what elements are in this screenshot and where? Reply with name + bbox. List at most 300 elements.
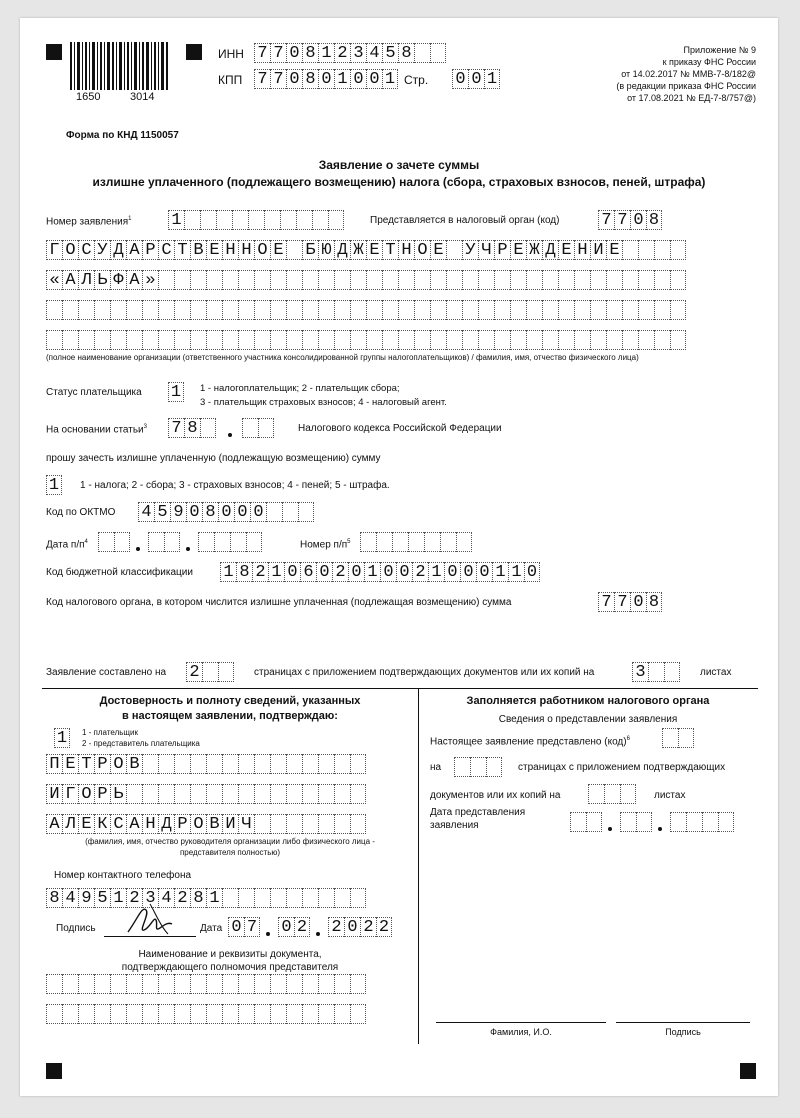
char-cell[interactable] (334, 754, 350, 774)
char-cell[interactable]: 0 (460, 562, 476, 582)
char-cell[interactable] (158, 754, 174, 774)
char-cell[interactable]: Ж (526, 240, 542, 260)
char-cell[interactable] (636, 812, 652, 832)
char-cell[interactable] (574, 270, 590, 290)
attach-pages-cells[interactable] (632, 662, 680, 682)
char-cell[interactable] (222, 784, 238, 804)
char-cell[interactable] (254, 784, 270, 804)
char-cell[interactable]: 3 (350, 43, 366, 63)
char-cell[interactable]: А (126, 270, 142, 290)
char-cell[interactable]: 0 (186, 502, 202, 522)
char-cell[interactable]: Г (46, 240, 62, 260)
char-cell[interactable] (286, 814, 302, 834)
char-cell[interactable] (510, 300, 526, 320)
char-cell[interactable] (126, 1004, 142, 1024)
char-cell[interactable]: 7 (614, 592, 630, 612)
char-cell[interactable] (286, 300, 302, 320)
char-cell[interactable] (334, 814, 350, 834)
char-cell[interactable]: 0 (286, 43, 302, 63)
char-cell[interactable] (638, 240, 654, 260)
char-cell[interactable]: И (46, 784, 62, 804)
char-cell[interactable]: 8 (184, 418, 200, 438)
char-cell[interactable]: Ч (238, 814, 254, 834)
char-cell[interactable] (254, 888, 270, 908)
char-cell[interactable] (190, 974, 206, 994)
char-cell[interactable] (622, 330, 638, 350)
char-cell[interactable]: Н (222, 240, 238, 260)
char-cell[interactable] (46, 1004, 62, 1024)
char-cell[interactable] (478, 330, 494, 350)
char-cell[interactable]: « (46, 270, 62, 290)
char-cell[interactable]: Т (382, 240, 398, 260)
char-cell[interactable] (184, 210, 200, 230)
char-cell[interactable]: 1 (484, 69, 500, 89)
char-cell[interactable] (238, 1004, 254, 1024)
char-cell[interactable] (270, 330, 286, 350)
char-cell[interactable] (312, 210, 328, 230)
char-cell[interactable]: 7 (598, 592, 614, 612)
char-cell[interactable] (142, 784, 158, 804)
char-cell[interactable] (148, 532, 164, 552)
char-cell[interactable]: 1 (364, 562, 380, 582)
char-cell[interactable] (662, 728, 678, 748)
char-cell[interactable] (590, 330, 606, 350)
char-cell[interactable]: 4 (138, 502, 154, 522)
char-cell[interactable] (206, 754, 222, 774)
char-cell[interactable] (334, 974, 350, 994)
char-cell[interactable] (174, 754, 190, 774)
char-cell[interactable] (254, 814, 270, 834)
char-cell[interactable]: Ь (110, 784, 126, 804)
char-cell[interactable] (478, 270, 494, 290)
char-cell[interactable]: 6 (300, 562, 316, 582)
char-cell[interactable] (190, 1004, 206, 1024)
char-cell[interactable] (302, 754, 318, 774)
char-cell[interactable]: О (254, 240, 270, 260)
char-cell[interactable] (238, 754, 254, 774)
char-cell[interactable] (398, 330, 414, 350)
char-cell[interactable] (190, 754, 206, 774)
char-cell[interactable]: 2 (412, 562, 428, 582)
char-cell[interactable] (638, 300, 654, 320)
char-cell[interactable]: Н (398, 240, 414, 260)
char-cell[interactable] (286, 270, 302, 290)
char-cell[interactable] (238, 300, 254, 320)
char-cell[interactable] (542, 330, 558, 350)
char-cell[interactable] (270, 784, 286, 804)
char-cell[interactable] (334, 1004, 350, 1024)
page-cells[interactable] (452, 69, 500, 89)
char-cell[interactable] (302, 974, 318, 994)
submitted-code-cells[interactable] (662, 728, 694, 748)
char-cell[interactable] (158, 1004, 174, 1024)
char-cell[interactable] (158, 974, 174, 994)
char-cell[interactable]: 5 (382, 43, 398, 63)
char-cell[interactable]: 0 (366, 69, 382, 89)
org-name-row-4[interactable] (46, 330, 686, 350)
char-cell[interactable] (238, 974, 254, 994)
char-cell[interactable]: 0 (630, 210, 646, 230)
char-cell[interactable]: 0 (348, 562, 364, 582)
authority-code-cells[interactable] (598, 210, 662, 230)
char-cell[interactable] (318, 974, 334, 994)
char-cell[interactable] (510, 330, 526, 350)
char-cell[interactable] (78, 330, 94, 350)
char-cell[interactable]: Ь (94, 270, 110, 290)
application-number-cells[interactable] (168, 210, 344, 230)
char-cell[interactable] (258, 418, 274, 438)
char-cell[interactable] (350, 888, 366, 908)
char-cell[interactable] (222, 754, 238, 774)
signer-type-cell[interactable] (54, 728, 70, 748)
char-cell[interactable]: 0 (286, 69, 302, 89)
char-cell[interactable] (46, 300, 62, 320)
char-cell[interactable] (126, 300, 142, 320)
char-cell[interactable] (270, 888, 286, 908)
char-cell[interactable]: В (206, 814, 222, 834)
char-cell[interactable] (222, 974, 238, 994)
char-cell[interactable]: 0 (524, 562, 540, 582)
char-cell[interactable] (622, 300, 638, 320)
status-cell[interactable] (168, 382, 184, 402)
char-cell[interactable] (414, 43, 430, 63)
char-cell[interactable] (542, 270, 558, 290)
char-cell[interactable] (206, 270, 222, 290)
char-cell[interactable] (414, 270, 430, 290)
char-cell[interactable] (558, 270, 574, 290)
char-cell[interactable]: В (190, 240, 206, 260)
char-cell[interactable]: 1 (206, 888, 222, 908)
char-cell[interactable] (190, 330, 206, 350)
char-cell[interactable] (414, 300, 430, 320)
char-cell[interactable] (46, 974, 62, 994)
char-cell[interactable] (526, 330, 542, 350)
char-cell[interactable] (446, 300, 462, 320)
submission-month-cells[interactable] (620, 812, 652, 832)
char-cell[interactable] (302, 270, 318, 290)
char-cell[interactable]: К (94, 814, 110, 834)
char-cell[interactable] (142, 754, 158, 774)
char-cell[interactable] (702, 812, 718, 832)
char-cell[interactable] (286, 240, 302, 260)
char-cell[interactable] (222, 300, 238, 320)
char-cell[interactable]: » (142, 270, 158, 290)
char-cell[interactable]: Е (62, 754, 78, 774)
char-cell[interactable] (190, 784, 206, 804)
char-cell[interactable] (254, 330, 270, 350)
date-day-cells[interactable] (228, 917, 260, 937)
authority-paid-cells[interactable] (598, 592, 662, 612)
char-cell[interactable] (270, 814, 286, 834)
org-name-row-3[interactable] (46, 300, 686, 320)
char-cell[interactable] (590, 300, 606, 320)
char-cell[interactable]: 1 (110, 888, 126, 908)
char-cell[interactable] (670, 270, 686, 290)
char-cell[interactable] (202, 662, 218, 682)
char-cell[interactable]: 8 (646, 592, 662, 612)
char-cell[interactable] (392, 532, 408, 552)
char-cell[interactable]: Р (494, 240, 510, 260)
char-cell[interactable] (408, 532, 424, 552)
char-cell[interactable] (126, 784, 142, 804)
char-cell[interactable]: 5 (94, 888, 110, 908)
char-cell[interactable] (424, 532, 440, 552)
char-cell[interactable] (206, 784, 222, 804)
char-cell[interactable] (216, 210, 232, 230)
char-cell[interactable]: 2 (174, 888, 190, 908)
char-cell[interactable] (494, 270, 510, 290)
char-cell[interactable] (158, 784, 174, 804)
char-cell[interactable] (286, 784, 302, 804)
char-cell[interactable]: 1 (492, 562, 508, 582)
char-cell[interactable]: Ю (318, 240, 334, 260)
char-cell[interactable] (286, 330, 302, 350)
char-cell[interactable] (62, 330, 78, 350)
char-cell[interactable] (110, 974, 126, 994)
char-cell[interactable]: С (158, 240, 174, 260)
date-pp-day-cells[interactable] (98, 532, 130, 552)
char-cell[interactable]: 8 (302, 69, 318, 89)
char-cell[interactable] (318, 784, 334, 804)
char-cell[interactable]: В (126, 754, 142, 774)
char-cell[interactable] (376, 532, 392, 552)
char-cell[interactable]: 1 (54, 728, 70, 748)
date-pp-year-cells[interactable] (198, 532, 262, 552)
char-cell[interactable] (574, 330, 590, 350)
char-cell[interactable] (282, 502, 298, 522)
char-cell[interactable] (456, 532, 472, 552)
char-cell[interactable]: 1 (334, 69, 350, 89)
char-cell[interactable]: 1 (168, 382, 184, 402)
article-sub-cells[interactable] (242, 418, 274, 438)
patronymic-cells[interactable] (46, 814, 366, 834)
char-cell[interactable] (200, 210, 216, 230)
last-name-cells[interactable] (46, 754, 366, 774)
char-cell[interactable]: 8 (46, 888, 62, 908)
char-cell[interactable] (446, 270, 462, 290)
char-cell[interactable]: 7 (270, 69, 286, 89)
date-pp-month-cells[interactable] (148, 532, 180, 552)
char-cell[interactable] (350, 814, 366, 834)
char-cell[interactable] (174, 300, 190, 320)
char-cell[interactable] (620, 784, 636, 804)
char-cell[interactable]: Р (174, 814, 190, 834)
char-cell[interactable] (270, 300, 286, 320)
char-cell[interactable]: 5 (154, 502, 170, 522)
char-cell[interactable] (664, 662, 680, 682)
char-cell[interactable] (542, 300, 558, 320)
char-cell[interactable]: 2 (360, 917, 376, 937)
char-cell[interactable]: 9 (170, 502, 186, 522)
char-cell[interactable] (242, 418, 258, 438)
char-cell[interactable]: Е (510, 240, 526, 260)
char-cell[interactable]: 7 (270, 43, 286, 63)
char-cell[interactable] (78, 974, 94, 994)
inn-cells[interactable] (254, 43, 446, 63)
char-cell[interactable]: Л (62, 814, 78, 834)
char-cell[interactable] (270, 270, 286, 290)
char-cell[interactable] (142, 330, 158, 350)
char-cell[interactable] (558, 330, 574, 350)
char-cell[interactable]: Е (206, 240, 222, 260)
char-cell[interactable] (334, 270, 350, 290)
staff-sheets-cells[interactable] (588, 784, 636, 804)
char-cell[interactable]: 8 (398, 43, 414, 63)
char-cell[interactable] (670, 300, 686, 320)
char-cell[interactable] (670, 812, 686, 832)
char-cell[interactable] (206, 974, 222, 994)
number-pp-cells[interactable] (360, 532, 472, 552)
char-cell[interactable]: 0 (234, 502, 250, 522)
char-cell[interactable]: 1 (268, 562, 284, 582)
char-cell[interactable]: 4 (366, 43, 382, 63)
char-cell[interactable]: Т (174, 240, 190, 260)
date-month-cells[interactable] (278, 917, 310, 937)
char-cell[interactable] (620, 812, 636, 832)
char-cell[interactable] (654, 330, 670, 350)
char-cell[interactable]: Е (366, 240, 382, 260)
char-cell[interactable] (670, 240, 686, 260)
char-cell[interactable]: 0 (318, 69, 334, 89)
char-cell[interactable] (588, 784, 604, 804)
char-cell[interactable] (302, 1004, 318, 1024)
char-cell[interactable] (430, 270, 446, 290)
char-cell[interactable] (350, 1004, 366, 1024)
char-cell[interactable] (62, 1004, 78, 1024)
char-cell[interactable]: 0 (278, 917, 294, 937)
char-cell[interactable] (622, 240, 638, 260)
char-cell[interactable] (280, 210, 296, 230)
char-cell[interactable]: Б (302, 240, 318, 260)
char-cell[interactable] (366, 300, 382, 320)
char-cell[interactable]: 2 (186, 662, 202, 682)
char-cell[interactable] (430, 330, 446, 350)
org-name-row-1[interactable] (46, 240, 686, 260)
char-cell[interactable]: 0 (468, 69, 484, 89)
char-cell[interactable] (670, 330, 686, 350)
char-cell[interactable]: О (62, 240, 78, 260)
char-cell[interactable]: Д (334, 240, 350, 260)
char-cell[interactable] (222, 330, 238, 350)
char-cell[interactable]: 0 (344, 917, 360, 937)
char-cell[interactable] (78, 300, 94, 320)
char-cell[interactable]: О (190, 814, 206, 834)
char-cell[interactable] (494, 330, 510, 350)
doc-cells-row-1[interactable] (46, 974, 366, 994)
char-cell[interactable] (318, 814, 334, 834)
char-cell[interactable] (222, 1004, 238, 1024)
date-year-cells[interactable] (328, 917, 392, 937)
char-cell[interactable] (232, 210, 248, 230)
char-cell[interactable] (718, 812, 734, 832)
char-cell[interactable] (126, 974, 142, 994)
char-cell[interactable] (318, 888, 334, 908)
char-cell[interactable] (110, 330, 126, 350)
char-cell[interactable]: 7 (614, 210, 630, 230)
char-cell[interactable] (174, 270, 190, 290)
doc-cells-row-2[interactable] (46, 1004, 366, 1024)
char-cell[interactable] (398, 270, 414, 290)
char-cell[interactable] (606, 330, 622, 350)
char-cell[interactable] (638, 270, 654, 290)
char-cell[interactable] (334, 784, 350, 804)
char-cell[interactable] (302, 888, 318, 908)
char-cell[interactable]: 1 (428, 562, 444, 582)
char-cell[interactable] (302, 330, 318, 350)
char-cell[interactable]: С (78, 240, 94, 260)
char-cell[interactable] (142, 1004, 158, 1024)
char-cell[interactable] (318, 270, 334, 290)
char-cell[interactable]: Л (78, 270, 94, 290)
char-cell[interactable] (462, 330, 478, 350)
first-name-cells[interactable] (46, 784, 366, 804)
char-cell[interactable] (648, 662, 664, 682)
char-cell[interactable] (110, 300, 126, 320)
char-cell[interactable] (318, 754, 334, 774)
char-cell[interactable]: 0 (250, 502, 266, 522)
char-cell[interactable]: Н (142, 814, 158, 834)
char-cell[interactable] (454, 757, 470, 777)
char-cell[interactable] (334, 888, 350, 908)
char-cell[interactable] (318, 1004, 334, 1024)
char-cell[interactable]: 8 (236, 562, 252, 582)
char-cell[interactable]: Ч (478, 240, 494, 260)
char-cell[interactable] (206, 1004, 222, 1024)
char-cell[interactable]: Е (270, 240, 286, 260)
char-cell[interactable] (558, 300, 574, 320)
char-cell[interactable] (218, 662, 234, 682)
char-cell[interactable]: А (126, 814, 142, 834)
staff-pages-cells[interactable] (454, 757, 502, 777)
char-cell[interactable] (62, 974, 78, 994)
char-cell[interactable]: Е (606, 240, 622, 260)
char-cell[interactable] (266, 502, 282, 522)
char-cell[interactable] (586, 812, 602, 832)
char-cell[interactable] (94, 974, 110, 994)
char-cell[interactable] (142, 300, 158, 320)
char-cell[interactable]: Т (78, 754, 94, 774)
char-cell[interactable]: А (126, 240, 142, 260)
char-cell[interactable] (62, 300, 78, 320)
char-cell[interactable] (174, 330, 190, 350)
char-cell[interactable] (286, 1004, 302, 1024)
char-cell[interactable] (334, 330, 350, 350)
char-cell[interactable] (222, 270, 238, 290)
char-cell[interactable] (350, 974, 366, 994)
char-cell[interactable]: Р (142, 240, 158, 260)
char-cell[interactable] (174, 784, 190, 804)
char-cell[interactable]: 1 (382, 69, 398, 89)
char-cell[interactable]: 3 (142, 888, 158, 908)
char-cell[interactable]: 0 (380, 562, 396, 582)
char-cell[interactable] (606, 270, 622, 290)
phone-cells[interactable] (46, 888, 366, 908)
char-cell[interactable] (350, 330, 366, 350)
char-cell[interactable] (678, 728, 694, 748)
char-cell[interactable]: 7 (244, 917, 260, 937)
char-cell[interactable]: 0 (396, 562, 412, 582)
char-cell[interactable]: С (110, 814, 126, 834)
char-cell[interactable] (318, 330, 334, 350)
char-cell[interactable]: 2 (126, 888, 142, 908)
char-cell[interactable] (254, 754, 270, 774)
char-cell[interactable]: 1 (168, 210, 184, 230)
char-cell[interactable] (366, 270, 382, 290)
char-cell[interactable]: Ф (110, 270, 126, 290)
char-cell[interactable]: О (414, 240, 430, 260)
char-cell[interactable] (382, 330, 398, 350)
char-cell[interactable] (270, 754, 286, 774)
